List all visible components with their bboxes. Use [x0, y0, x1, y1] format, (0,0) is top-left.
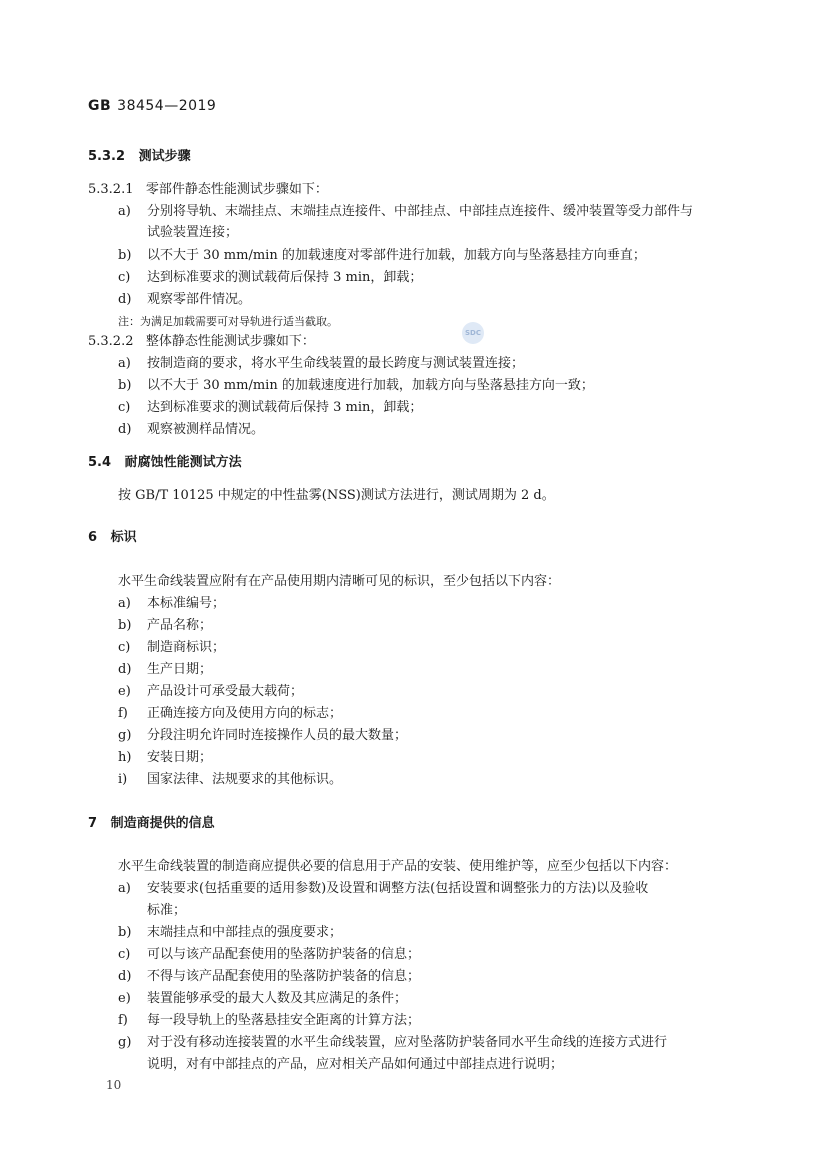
list-label: c) [118, 270, 131, 285]
section-number: 7 [88, 816, 98, 831]
list-text: 对于没有移动连接装置的水平生命线装置，应对坠落防护装备同水平生命线的连接方式进行 [147, 1035, 668, 1050]
list-text: 试验装置连接； [147, 225, 239, 240]
list-text: 分段注明允许同时连接操作人员的最大数量； [147, 728, 408, 743]
paragraph: 水平生命线装置的制造商应提供必要的信息用于产品的安装、使用维护等，应至少包括以下内容： [118, 859, 678, 874]
list-text: 说明，对有中部挂点的产品，应对相关产品如何通过中部挂点进行说明； [147, 1057, 564, 1072]
list-label: b) [118, 248, 132, 263]
list-text: 本标准编号； [147, 596, 226, 611]
list-text: 标准； [147, 903, 187, 918]
list-label: d) [118, 292, 132, 307]
list-label: b) [118, 618, 132, 633]
list-label: d) [118, 969, 132, 984]
list-label: e) [118, 684, 131, 699]
subsection-heading-5-3-2-2 [88, 333, 315, 351]
list-label: a) [118, 881, 131, 896]
code-prefix: GB [88, 98, 112, 114]
section-title: 耐腐蚀性能测试方法 [124, 455, 242, 470]
list-text: 国家法律、法规要求的其他标识。 [147, 772, 343, 787]
section-heading-5-3-2 [88, 148, 191, 166]
list-text: 末端挂点和中部挂点的强度要求； [147, 925, 343, 940]
list-text: 达到标准要求的测试载荷后保持 3 min，卸载； [147, 270, 423, 285]
list-text: 观察被测样品情况。 [147, 422, 265, 437]
list-label: i) [118, 772, 128, 787]
code-number: 38454—2019 [117, 98, 217, 114]
note: 注：为满足加载需要可对导轨进行适当截取。 [118, 315, 338, 328]
list-label: a) [118, 204, 131, 219]
list-label: a) [118, 356, 131, 371]
list-label: e) [118, 991, 131, 1006]
subsection-title: 零部件静态性能测试步骤如下： [145, 182, 328, 197]
paragraph: 按 GB/T 10125 中规定的中性盐雾(NSS)测试方法进行，测试周期为 2 d。 [118, 488, 555, 503]
section-heading-6 [88, 529, 137, 547]
section-number: 5.3.2 [88, 149, 126, 164]
list-text: 产品名称； [147, 618, 213, 633]
section-title: 标识 [110, 530, 137, 545]
watermark-logo: SDC [462, 322, 484, 344]
list-label: g) [118, 1035, 132, 1050]
subsection-title: 整体静态性能测试步骤如下： [145, 334, 315, 349]
list-label: b) [118, 925, 132, 940]
section-number: 5.4 [88, 455, 112, 470]
section-number: 6 [88, 530, 98, 545]
paragraph: 水平生命线装置应附有在产品使用期内清晰可见的标识，至少包括以下内容： [118, 574, 561, 589]
list-text: 达到标准要求的测试载荷后保持 3 min，卸载； [147, 400, 423, 415]
list-text: 生产日期； [147, 662, 213, 677]
list-label: f) [118, 1013, 128, 1028]
list-text: 制造商标识； [147, 640, 226, 655]
list-text: 按制造商的要求，将水平生命线装置的最长跨度与测试装置连接； [147, 356, 525, 371]
list-text: 可以与该产品配套使用的坠落防护装备的信息； [147, 947, 421, 962]
list-text: 安装要求(包括重要的适用参数)及设置和调整方法(包括设置和调整张力的方法)以及验收 [147, 881, 649, 896]
list-label: h) [118, 750, 132, 765]
list-text: 观察零部件情况。 [147, 292, 252, 307]
list-label: a) [118, 596, 131, 611]
section-heading-7 [88, 815, 215, 833]
list-label: g) [118, 728, 132, 743]
list-label: b) [118, 378, 132, 393]
list-text: 以不大于 30 mm/min 的加载速度进行加载，加载方向与坠落悬挂方向一致； [147, 378, 594, 393]
list-label: d) [118, 662, 132, 677]
page-number: 10 [106, 1078, 122, 1092]
list-text: 产品设计可承受最大载荷； [147, 684, 304, 699]
list-text: 每一段导轨上的坠落悬挂安全距离的计算方法； [147, 1013, 421, 1028]
document-code [88, 98, 216, 114]
list-text: 正确连接方向及使用方向的标志； [147, 706, 343, 721]
list-label: c) [118, 947, 131, 962]
section-heading-5-4 [88, 454, 242, 472]
list-label: c) [118, 640, 131, 655]
subsection-number: 5.3.2.1 [88, 182, 134, 197]
section-title: 测试步骤 [138, 149, 191, 164]
list-text: 不得与该产品配套使用的坠落防护装备的信息； [147, 969, 421, 984]
list-text: 安装日期； [147, 750, 213, 765]
section-title: 制造商提供的信息 [110, 816, 215, 831]
list-label: d) [118, 422, 132, 437]
list-text: 分别将导轨、末端挂点、末端挂点连接件、中部挂点、中部挂点连接件、缓冲装置等受力部件与 [147, 204, 694, 219]
list-label: c) [118, 400, 131, 415]
list-text: 以不大于 30 mm/min 的加载速度对零部件进行加载，加载方向与坠落悬挂方向垂直； [147, 248, 646, 263]
list-label: f) [118, 706, 128, 721]
list-text: 装置能够承受的最大人数及其应满足的条件； [147, 991, 408, 1006]
subsection-number: 5.3.2.2 [88, 334, 134, 349]
subsection-heading-5-3-2-1 [88, 181, 328, 199]
